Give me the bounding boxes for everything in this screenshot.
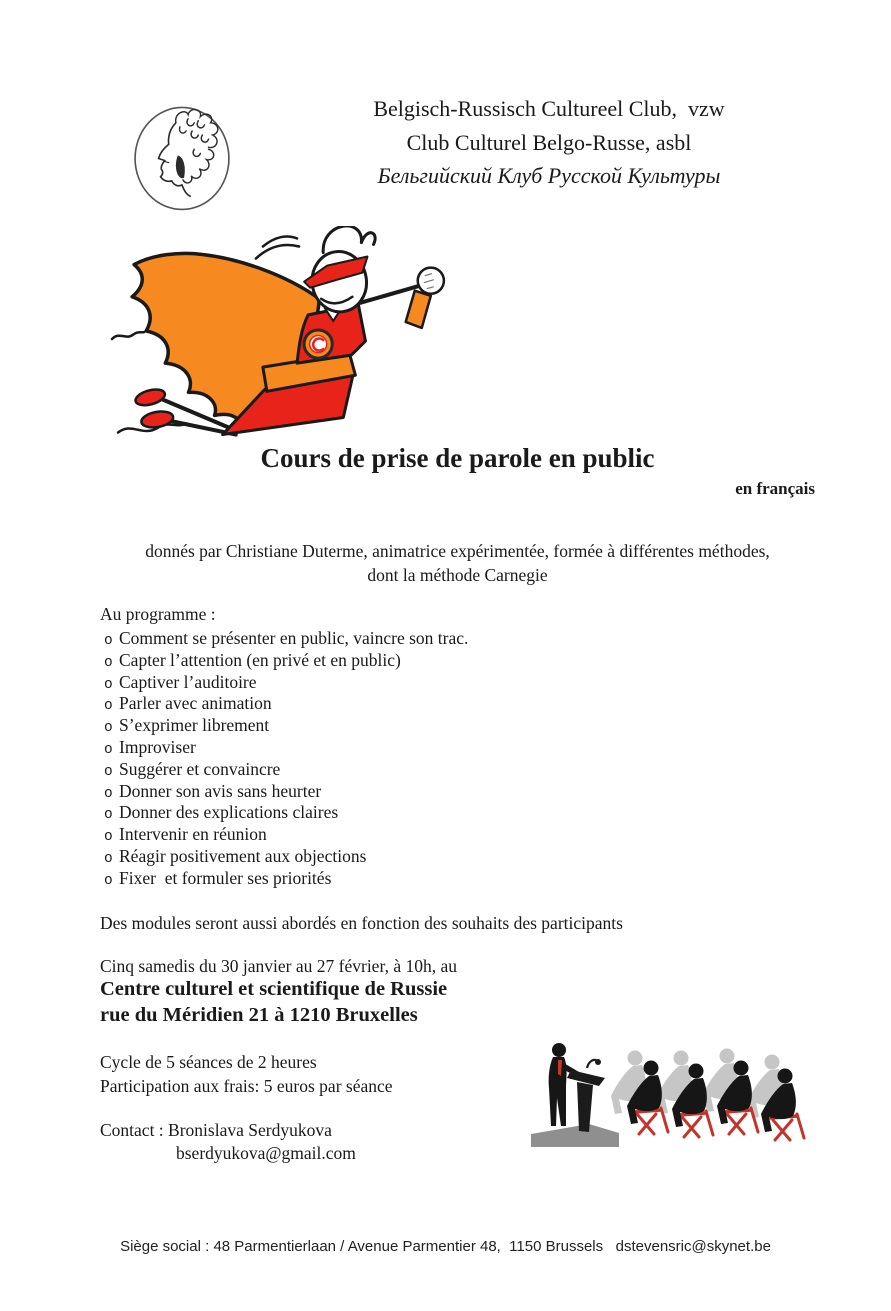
course-intro: [100, 539, 815, 587]
language-note: en français: [735, 479, 815, 498]
club-logo: [131, 103, 233, 215]
bullet-icon: o: [104, 785, 113, 802]
org-name-fr: Club Culturel Belgo-Russe, asbl: [406, 129, 692, 155]
program-list: [100, 628, 815, 890]
list-item-text: Improviser: [119, 736, 196, 757]
hero-illustration: [110, 226, 462, 448]
org-name-nl: Belgisch-Russisch Cultureel Club, vzw: [373, 96, 725, 121]
program-heading: Au programme :: [100, 604, 216, 624]
cycle-info: Cycle de 5 séances de 2 heures: [100, 1052, 317, 1072]
list-item: [100, 846, 815, 868]
list-item-text: Capter l’attention (en privé et en public): [119, 649, 401, 670]
speaker-figure: [549, 1043, 579, 1126]
lecture-audience-icon: [528, 1036, 808, 1150]
list-item: [100, 737, 815, 759]
list-item-text: Donner son avis sans heurter: [119, 780, 322, 801]
list-item-text: Réagir positivement aux objections: [119, 845, 367, 866]
bullet-icon: o: [104, 676, 113, 693]
list-item-text: Parler avec animation: [119, 693, 272, 714]
list-item: [100, 650, 815, 672]
list-item: [100, 781, 815, 803]
page-title: Cours de prise de parole en public: [260, 443, 655, 473]
list-item: [100, 802, 815, 824]
audience-illustration: [528, 1036, 808, 1150]
contact-name: Contact : Bronislava Serdyukova: [100, 1120, 332, 1140]
intro-line-2: dont la méthode Carnegie: [367, 565, 548, 585]
list-item: [100, 672, 815, 694]
bullet-icon: o: [104, 720, 113, 737]
platform: [531, 1124, 619, 1147]
list-item-text: Comment se présenter en public, vaincre son trac.: [119, 628, 469, 648]
contact-email: bserdyukova@gmail.com: [176, 1143, 356, 1163]
list-item: [100, 824, 815, 846]
bullet-icon: o: [104, 829, 113, 846]
list-item: [100, 759, 815, 781]
venue-name: Centre culturel et scientifique de Russie: [100, 978, 448, 1000]
schedule-dates: Cinq samedis du 30 janvier au 27 février, à 10h, au: [100, 956, 457, 976]
modules-note: Des modules seront aussi abordés en fonction des souhaits des participants: [100, 913, 623, 933]
fee-info: Participation aux frais: 5 euros par séance: [100, 1076, 393, 1096]
org-name-ru: Бельгийский Клуб Русской Культуры: [377, 163, 721, 188]
list-item-text: Suggérer et convaincre: [119, 758, 281, 779]
org-header: [238, 92, 860, 193]
list-item: [100, 715, 815, 737]
venue-address: rue du Méridien 21 à 1210 Bruxelles: [100, 1004, 418, 1026]
bullet-icon: o: [104, 741, 113, 758]
bullet-icon: o: [104, 633, 113, 649]
bullet-icon: o: [104, 807, 113, 824]
bullet-icon: o: [104, 850, 113, 867]
superhero-speaker-icon: [110, 226, 462, 448]
list-item: [100, 868, 815, 890]
list-item-text: S’exprimer librement: [119, 715, 270, 736]
bullet-icon: o: [104, 654, 113, 671]
list-item-text: Captiver l’auditoire: [119, 671, 257, 692]
bullet-icon: o: [104, 763, 113, 780]
footer-address: Siège social : 48 Parmentierlaan / Avenue Parmentier 48, 1150 Brussels dstevensric@skynet.be: [120, 1238, 771, 1255]
bullet-icon: o: [104, 872, 113, 889]
list-item-text: Fixer et formuler ses priorités: [119, 867, 332, 888]
intro-line-1: donnés par Christiane Duterme, animatrice expérimentée, formée à différentes méthodes,: [145, 541, 770, 561]
pushkin-portrait-icon: [131, 103, 233, 215]
bullet-icon: o: [104, 698, 113, 715]
list-item-text: Donner des explications claires: [119, 802, 339, 823]
list-item-text: Intervenir en réunion: [119, 824, 267, 845]
list-item: [100, 628, 815, 650]
list-item: [100, 693, 815, 715]
